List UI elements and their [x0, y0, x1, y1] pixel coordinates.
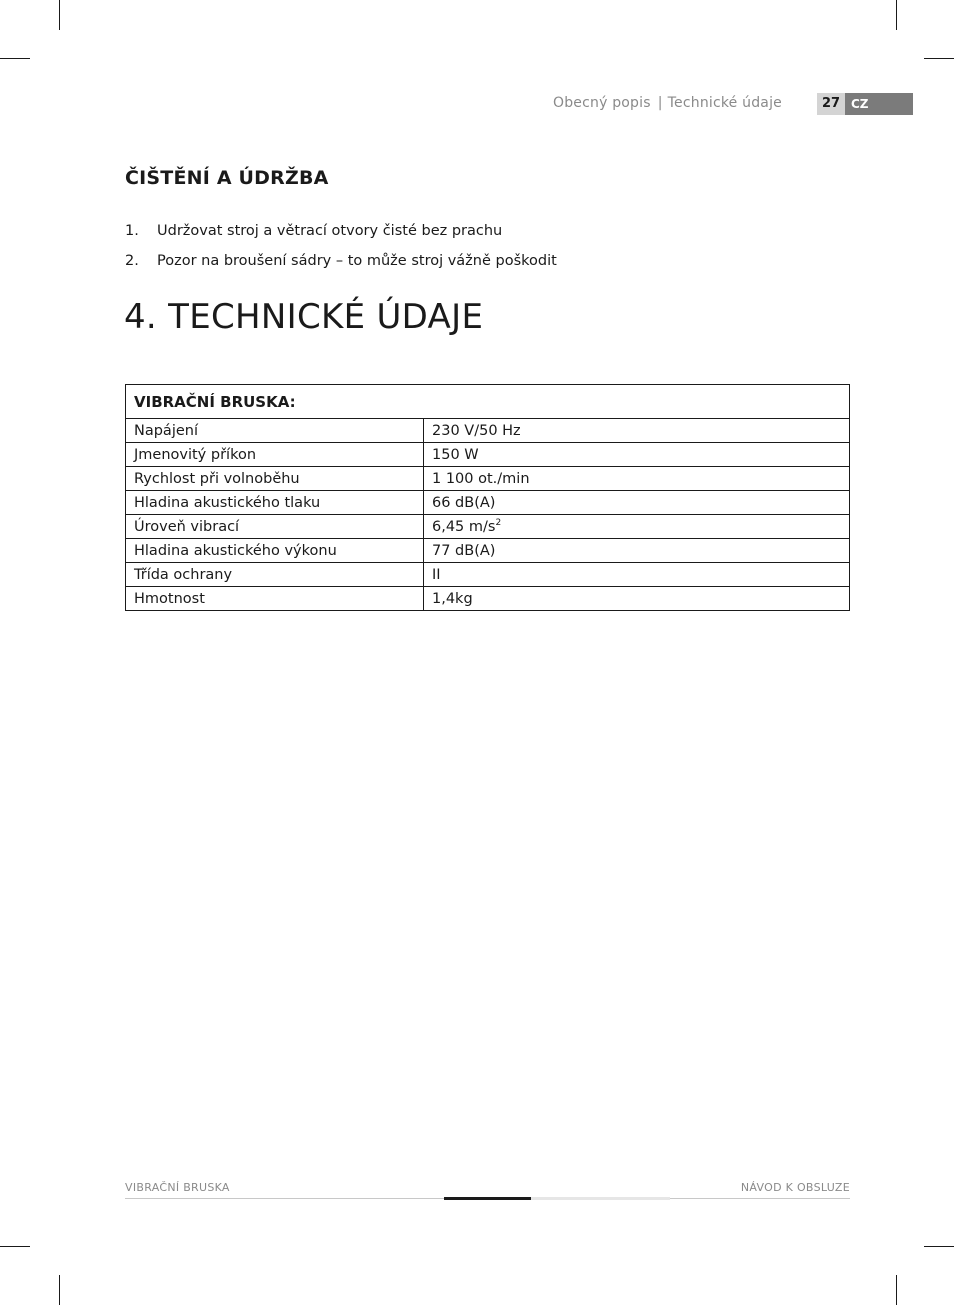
chapter-title: 4. TECHNICKÉ ÚDAJE — [124, 297, 484, 337]
table-row — [126, 443, 850, 467]
crop-mark — [896, 1275, 897, 1305]
section-heading: ČIŠTĚNÍ A ÚDRŽBA — [125, 167, 329, 189]
spec-value: 77 dB(A) — [424, 539, 850, 563]
spec-label: Napájení — [126, 419, 424, 443]
spec-label: Úroveň vibrací — [126, 515, 424, 539]
crop-mark — [0, 1246, 30, 1247]
table-caption: VIBRAČNÍ BRUSKA: — [126, 385, 850, 419]
spec-value: 230 V/50 Hz — [424, 419, 850, 443]
list-item-number: 2. — [125, 253, 139, 269]
crop-mark — [896, 0, 897, 30]
spec-value: 150 W — [424, 443, 850, 467]
spec-table — [125, 384, 850, 611]
spec-value-cell — [424, 515, 850, 539]
list-item-number: 1. — [125, 223, 139, 239]
crop-mark — [924, 1246, 954, 1247]
breadcrumb-section: Obecný popis — [552, 95, 651, 111]
breadcrumb-separator: | — [657, 95, 663, 111]
maintenance-list — [125, 216, 557, 276]
list-item — [125, 246, 557, 276]
footer-divider-accent-light — [531, 1197, 670, 1200]
crop-mark — [0, 58, 30, 59]
spec-value: 6,45 m/s — [432, 519, 496, 535]
footer-divider-accent — [444, 1197, 531, 1200]
breadcrumb — [553, 95, 782, 111]
spec-value: 1 100 ot./min — [424, 467, 850, 491]
crop-mark — [924, 58, 954, 59]
table-row — [126, 587, 850, 611]
table-caption-row — [126, 385, 850, 419]
footer-manual-label: NÁVOD K OBSLUZE — [740, 1181, 850, 1194]
spec-label: Hladina akustického výkonu — [126, 539, 424, 563]
crop-mark — [59, 0, 60, 30]
table-row — [126, 419, 850, 443]
footer-product-name: VIBRAČNÍ BRUSKA — [125, 1181, 230, 1194]
spec-value: 66 dB(A) — [424, 491, 850, 515]
spec-label: Hmotnost — [126, 587, 424, 611]
list-item-text: Pozor na broušení sádry – to může stroj vážně poškodit — [157, 253, 557, 269]
spec-label: Rychlost při volnoběhu — [126, 467, 424, 491]
language-badge: CZ — [845, 93, 913, 115]
table-row — [126, 563, 850, 587]
list-item-text: Udržovat stroj a větrací otvory čisté bez prachu — [157, 223, 503, 239]
spec-value: 1,4kg — [424, 587, 850, 611]
table-row — [126, 467, 850, 491]
spec-value: II — [424, 563, 850, 587]
table-row — [126, 515, 850, 539]
breadcrumb-subsection: Technické údaje — [667, 95, 782, 111]
spec-label: Třída ochrany — [126, 563, 424, 587]
table-row — [126, 539, 850, 563]
spec-label: Jmenovitý příkon — [126, 443, 424, 467]
spec-label: Hladina akustického tlaku — [126, 491, 424, 515]
list-item — [125, 216, 557, 246]
page-tab — [817, 93, 913, 115]
page-number: 27 — [817, 93, 845, 115]
table-row — [126, 491, 850, 515]
crop-mark — [59, 1275, 60, 1305]
superscript: 2 — [495, 518, 502, 528]
